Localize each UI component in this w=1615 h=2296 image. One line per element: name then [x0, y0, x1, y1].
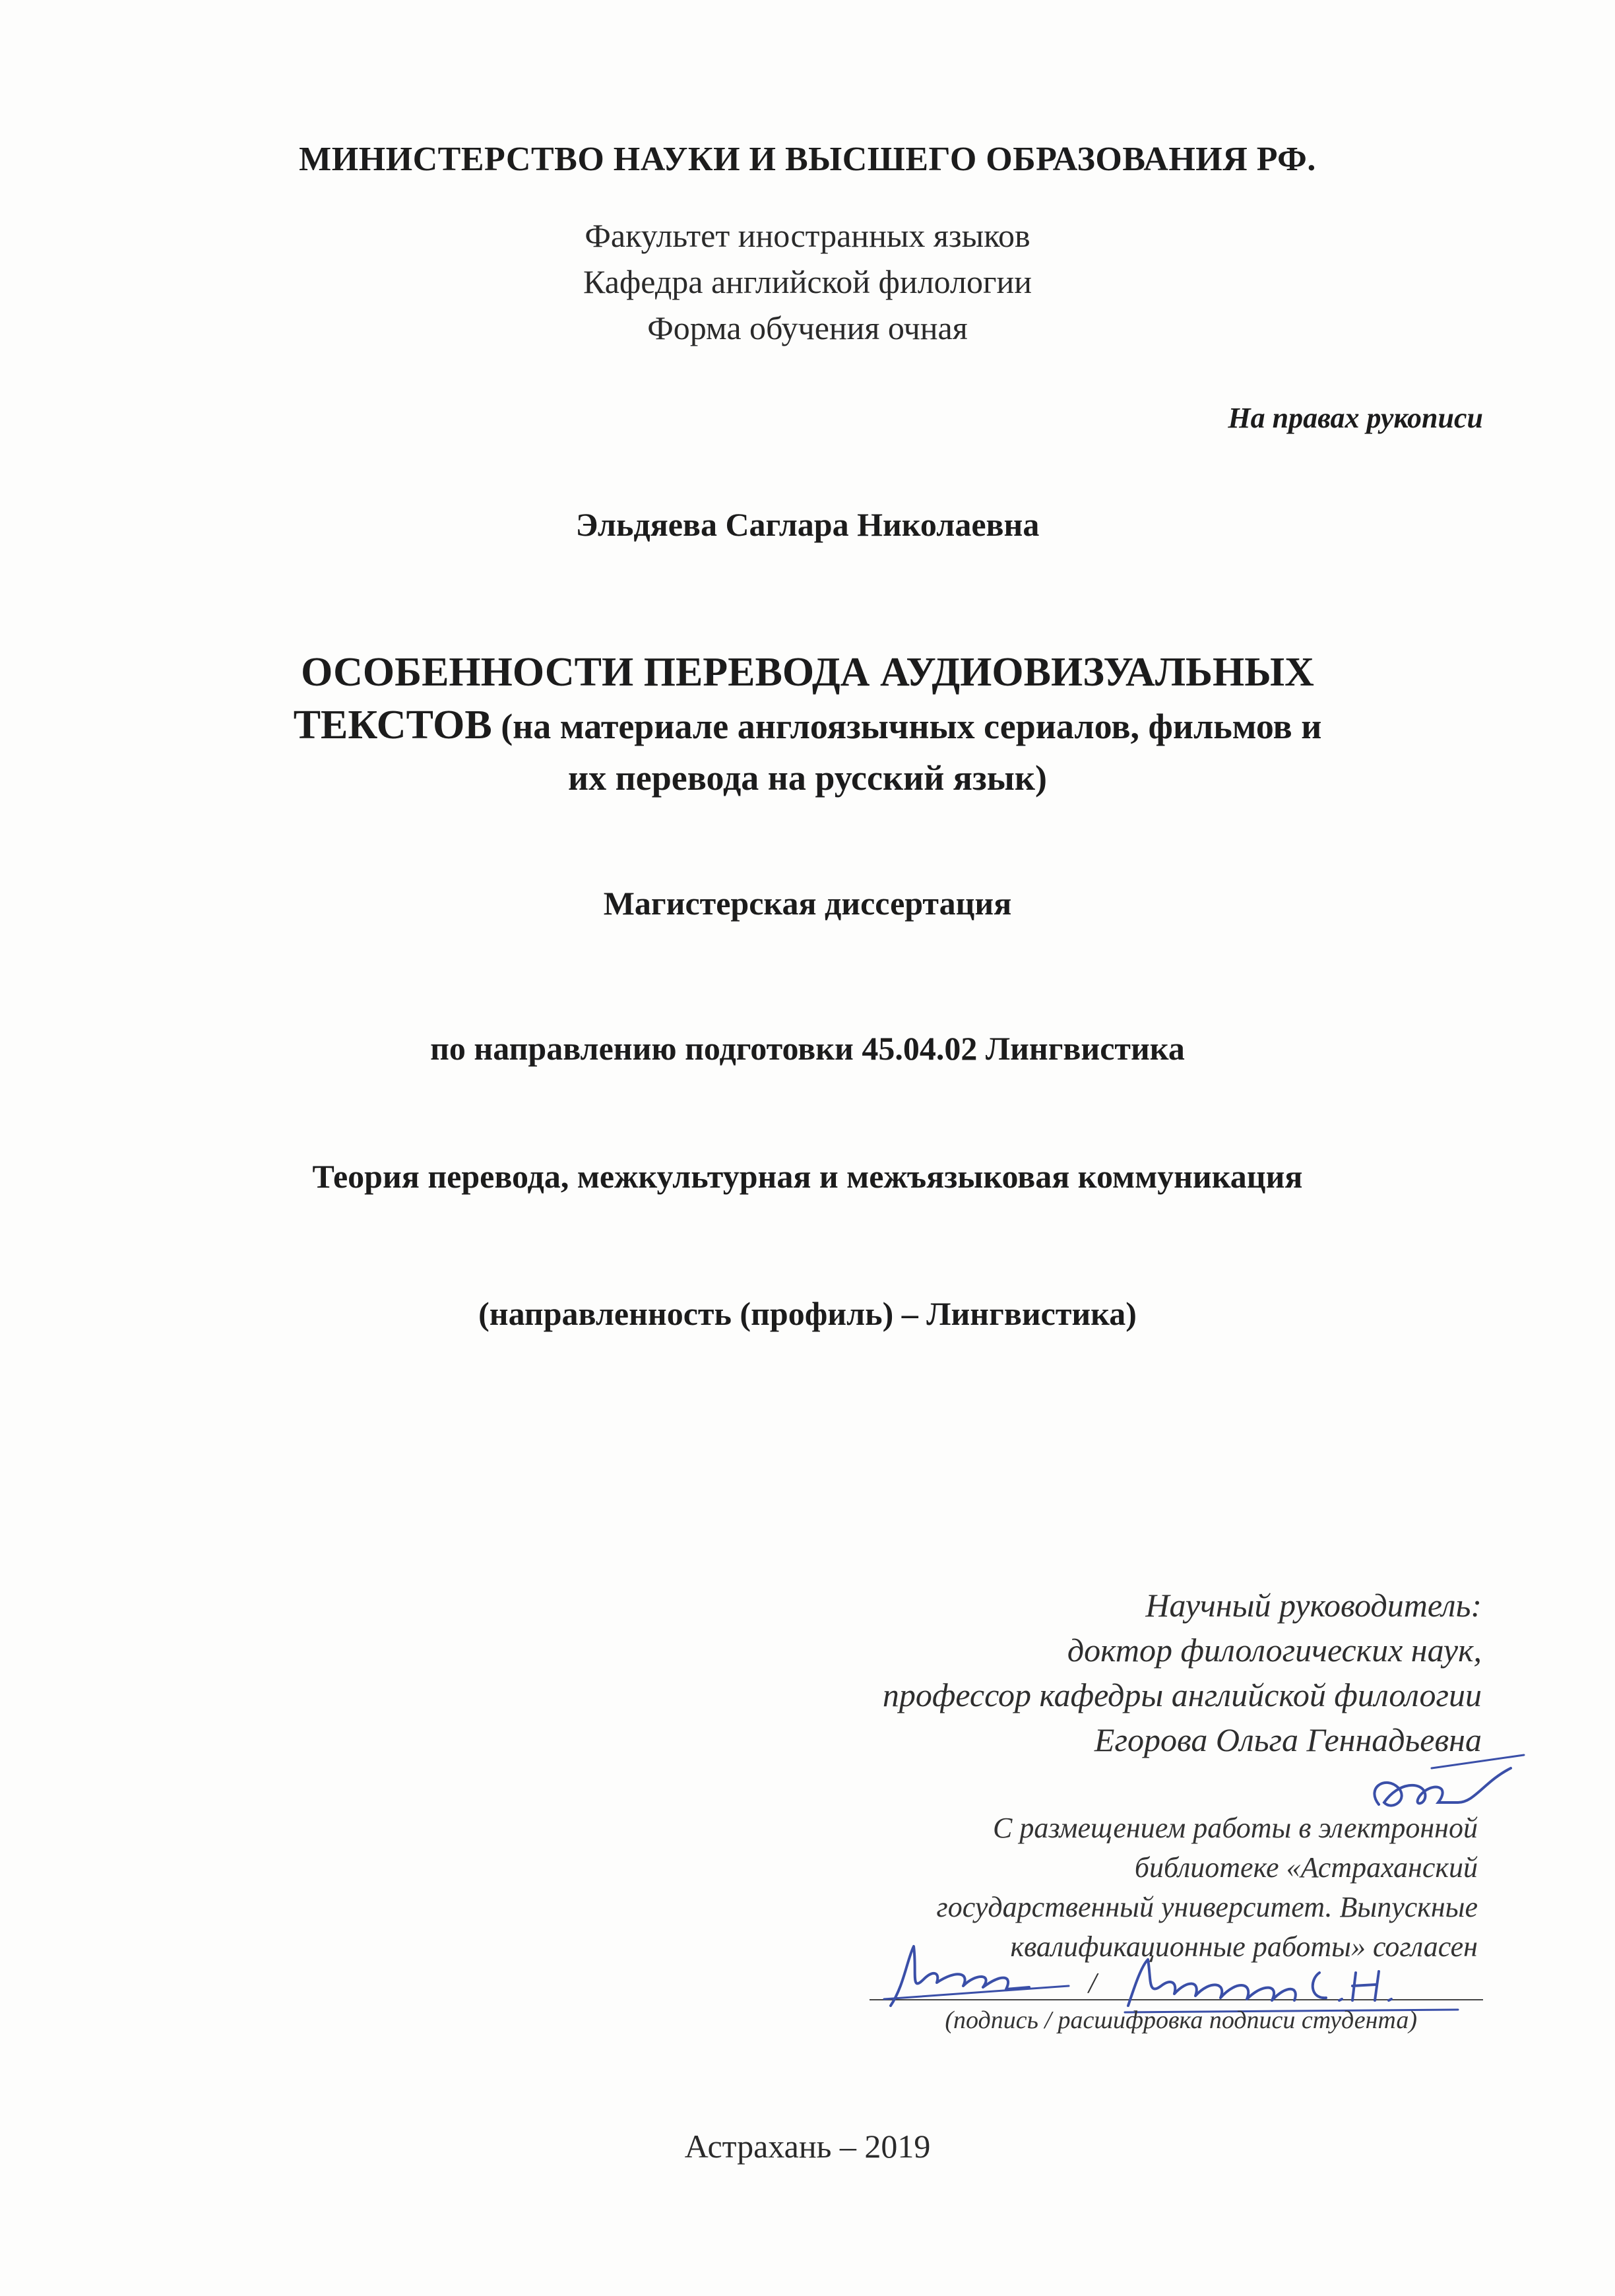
signature-caption: (подпись / расшифровка подписи студента): [945, 2006, 1417, 2034]
study-profile: (направленность (профиль) – Лингвистика): [478, 1295, 1137, 1332]
consent-line-2: библиотеке «Астраханский: [1134, 1851, 1478, 1884]
thesis-title-subtitle: (на материале англоязычных сериалов, фильмов и: [491, 707, 1322, 746]
consent-line-1: С размещением работы в электронной: [993, 1812, 1478, 1844]
thesis-title-line-3: их перевода на русский язык): [568, 758, 1047, 798]
department-line: Кафедра английской филологии: [583, 263, 1032, 300]
rights-note: На правах рукописи: [1228, 402, 1483, 434]
thesis-title-line-1: ОСОБЕННОСТИ ПЕРЕВОДА АУДИОВИЗУАЛЬНЫХ: [301, 650, 1314, 695]
study-form-line: Форма обучения очная: [647, 309, 968, 346]
study-program: Теория перевода, межкультурная и межъязыковая коммуникация: [312, 1158, 1303, 1195]
author-name: Эльдяева Саглара Николаевна: [575, 506, 1040, 543]
consent-line-3: государственный университет. Выпускные: [936, 1891, 1478, 1923]
supervisor-degree: доктор филологических наук,: [1067, 1632, 1482, 1669]
thesis-title-caps: ТЕКСТОВ: [293, 703, 492, 748]
supervisor-position: профессор кафедры английской филологии: [882, 1676, 1482, 1713]
supervisor-name: Егорова Ольга Геннадьевна: [1094, 1721, 1482, 1758]
ministry-heading: МИНИСТЕРСТВО НАУКИ И ВЫСШЕГО ОБРАЗОВАНИЯ РФ.: [299, 141, 1316, 178]
work-type: Магистерская диссертация: [603, 885, 1012, 922]
signature-separator: /: [1089, 1967, 1097, 1999]
city-year: Астрахань – 2019: [684, 2128, 931, 2165]
supervisor-label: Научный руководитель:: [1145, 1587, 1482, 1624]
consent-line-4: квалификационные работы» согласен: [1010, 1930, 1478, 1963]
thesis-title-line-2: [0, 702, 1615, 749]
faculty-line: Факультет иностранных языков: [585, 217, 1030, 254]
study-direction: по направлению подготовки 45.04.02 Лингвистика: [430, 1030, 1185, 1067]
